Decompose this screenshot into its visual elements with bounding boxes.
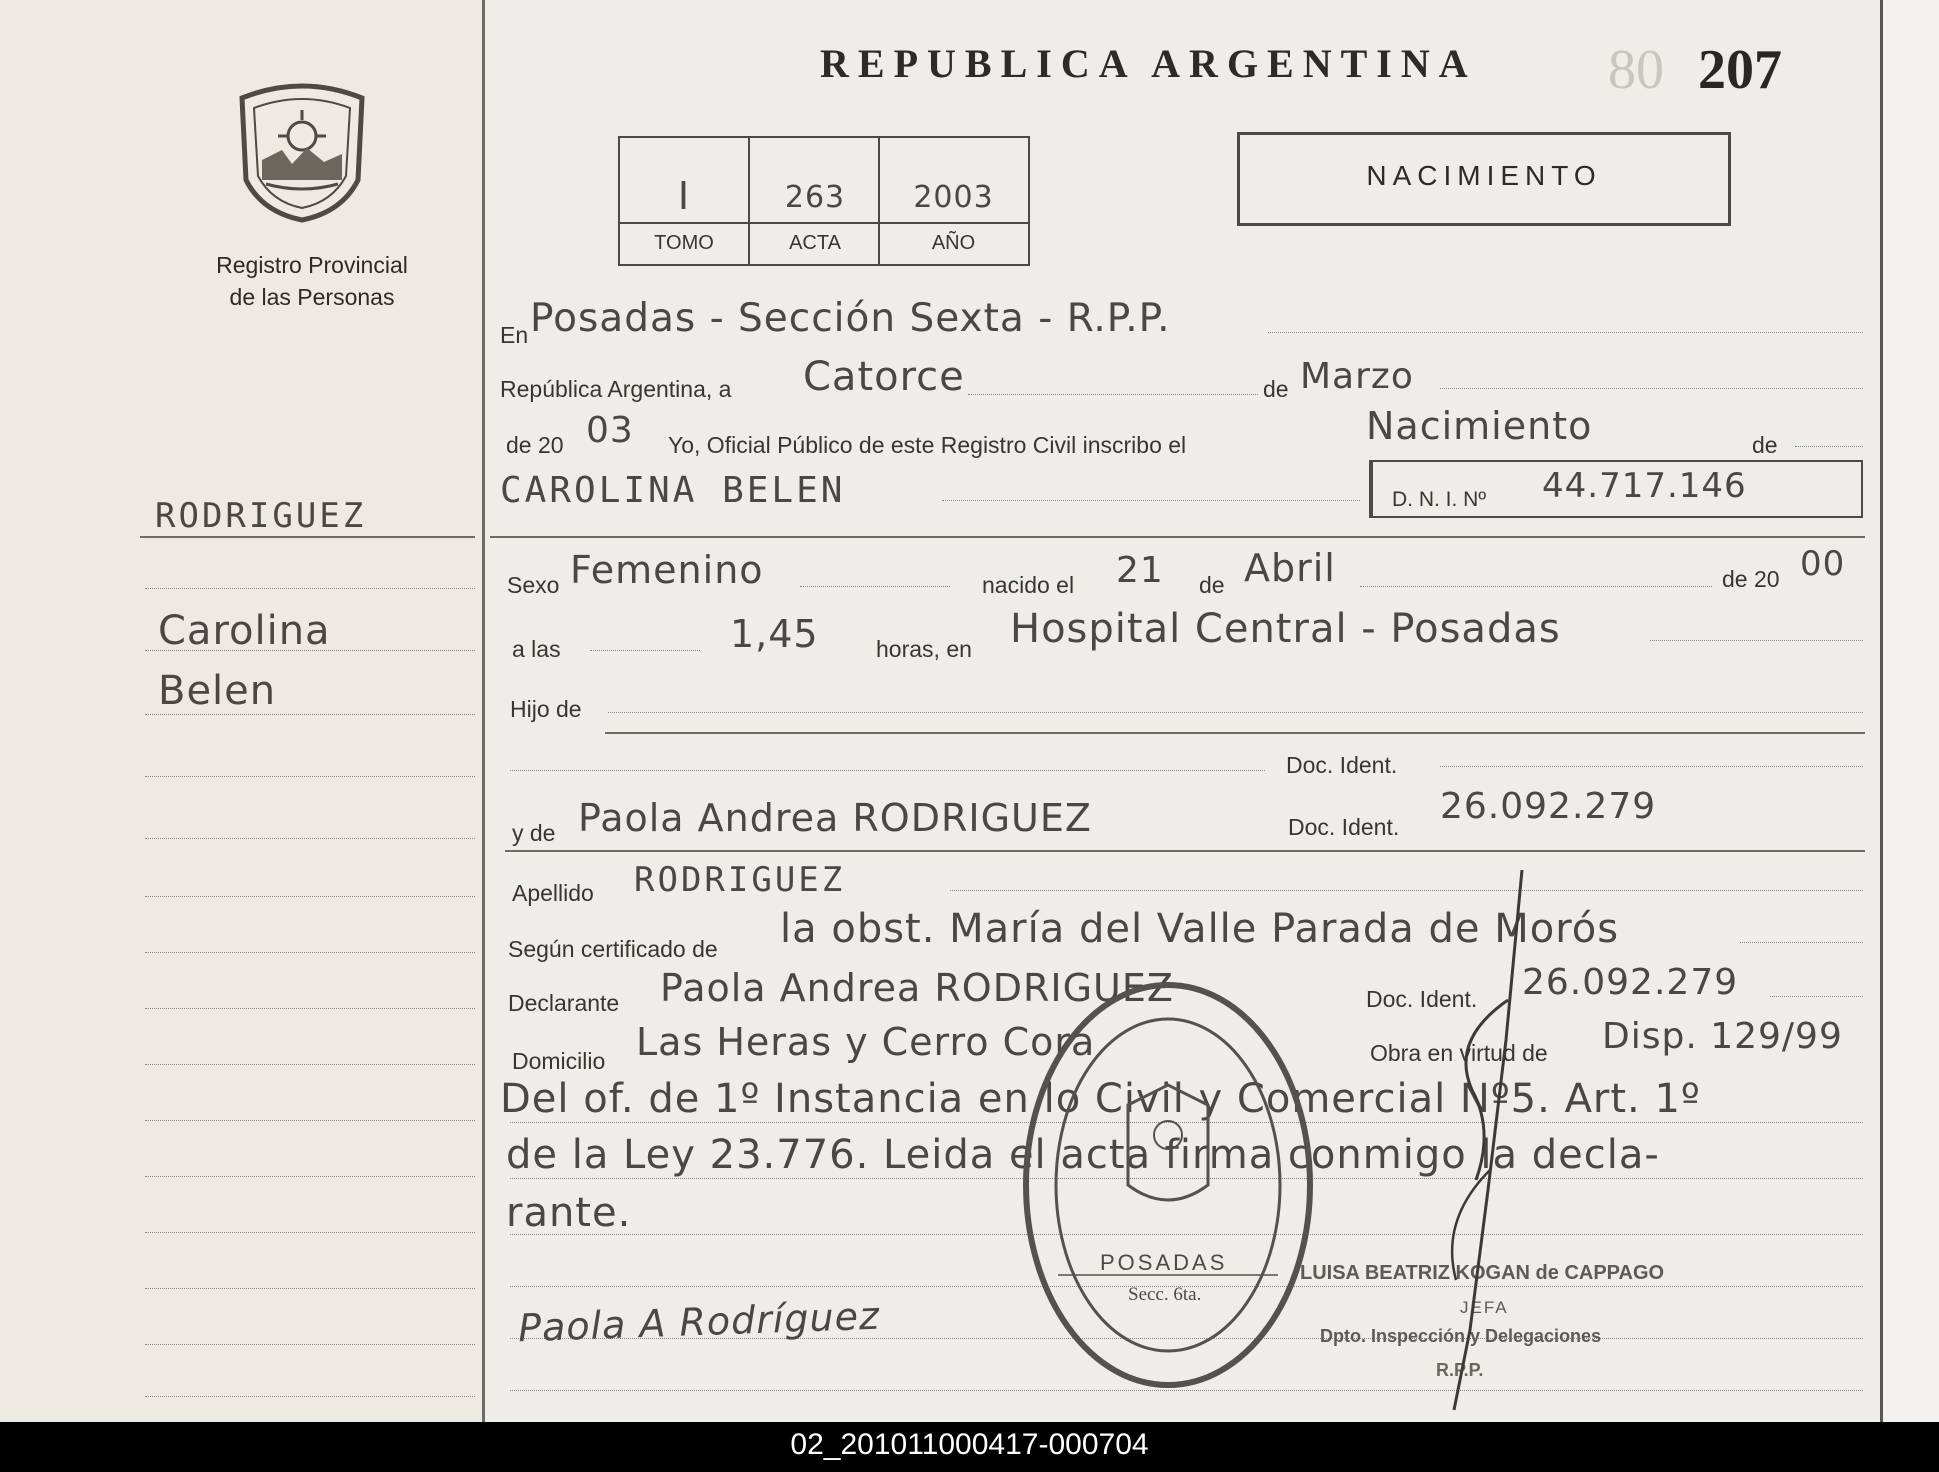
margin-line	[145, 1344, 475, 1345]
declarante-doc: 26.092.279	[1522, 962, 1739, 1003]
form-line	[1795, 446, 1863, 447]
hora-value: 1,45	[730, 612, 819, 656]
official-dept: Dpto. Inspección y Delegaciones	[1320, 1326, 1602, 1346]
doc-ident-label: Doc. Ident.	[1286, 752, 1398, 778]
dni-value: 44.717.146	[1542, 466, 1747, 506]
declarant-signature: Paola A Rodríguez	[517, 1293, 881, 1351]
horas-en-label: horas, en	[876, 636, 972, 662]
stamp-city: POSADAS	[1100, 1250, 1228, 1275]
form-line	[1770, 996, 1863, 997]
nacido-dia: 21	[1116, 550, 1164, 591]
obra-value: Disp. 129/99	[1602, 1016, 1843, 1057]
en-label: En	[500, 322, 529, 348]
nombre-value: CAROLINA BELEN	[500, 470, 846, 511]
a-las-label: a las	[512, 636, 561, 662]
form-line	[1650, 640, 1863, 641]
hijo-de-label: Hijo de	[510, 696, 582, 722]
domicilio-label: Domicilio	[512, 1048, 606, 1074]
tomo-label: TOMO	[654, 232, 714, 254]
de20-label-2: de 20	[1722, 566, 1780, 592]
margin-line	[145, 588, 475, 589]
madre-doc: 26.092.279	[1440, 786, 1657, 827]
de-label-2: de	[1752, 432, 1778, 458]
acta-value: 263	[784, 180, 846, 215]
section-line	[605, 732, 1865, 734]
apellido-label: Apellido	[512, 880, 594, 906]
de-label-3: de	[1199, 572, 1225, 598]
nacido-mes: Abril	[1244, 546, 1336, 590]
madre-value: Paola Andrea RODRIGUEZ	[578, 796, 1092, 840]
stamp-section: Secc. 6ta.	[1128, 1284, 1202, 1305]
official-title: JEFA	[1460, 1298, 1509, 1317]
margin-line	[145, 838, 475, 839]
official-org: R.P.P.	[1436, 1360, 1484, 1380]
document-type: NACIMIENTO	[1366, 160, 1602, 191]
nacido-year: 00	[1800, 544, 1846, 584]
text-line-1: Del of. de 1º Instancia en lo Civil y Comercial Nº5. Art. 1º	[500, 1076, 1701, 1122]
sexo-value: Femenino	[570, 548, 764, 592]
page-number-faint: 80	[1608, 39, 1664, 101]
form-line	[590, 650, 700, 651]
margin-line	[145, 1064, 475, 1065]
margin-line	[145, 776, 475, 777]
en-value: Posadas - Sección Sexta - R.P.P.	[530, 296, 1171, 341]
dni-label: D. N. I. Nº	[1392, 488, 1487, 511]
text-line-3: rante.	[506, 1190, 632, 1236]
image-label: 02_201011000417-000704	[790, 1428, 1149, 1461]
page-number: 207	[1698, 39, 1782, 101]
page-edge	[1880, 0, 1939, 1422]
margin-line	[145, 896, 475, 897]
form-line	[608, 712, 1863, 713]
form-line	[800, 586, 950, 587]
form-line	[510, 770, 1265, 771]
margin-line	[145, 1232, 475, 1233]
y-de-label: y de	[512, 820, 556, 846]
apellido-value: RODRIGUEZ	[634, 860, 846, 900]
de-label: de	[1263, 376, 1289, 402]
tomo-value: I	[677, 174, 691, 218]
ano-label: AÑO	[931, 232, 976, 254]
record-divider	[748, 138, 750, 264]
form-line	[968, 394, 1258, 395]
doc-ident-label-3: Doc. Ident.	[1366, 986, 1478, 1012]
country-title: REPUBLICA ARGENTINA	[820, 41, 1477, 86]
sexo-label: Sexo	[507, 572, 560, 598]
registry-seal-icon	[232, 80, 372, 225]
form-line	[1268, 332, 1863, 333]
republica-label: República Argentina, a	[500, 376, 732, 402]
registry-name-line2: de las Personas	[229, 284, 395, 310]
margin-line	[145, 650, 475, 651]
official-name: LUISA BEATRIZ KOGAN de CAPPAGO	[1300, 1262, 1665, 1284]
year-value: 03	[586, 410, 634, 451]
margin-line	[145, 714, 475, 715]
de20-label: de 20	[506, 432, 564, 458]
declarante-value: Paola Andrea RODRIGUEZ	[660, 966, 1174, 1010]
registry-stamp-icon	[1018, 975, 1318, 1395]
doc-ident-label-2: Doc. Ident.	[1288, 814, 1400, 840]
section-line	[505, 850, 1865, 852]
margin-line	[145, 1120, 475, 1121]
obra-label: Obra en virtud de	[1370, 1040, 1548, 1066]
mes-value: Marzo	[1300, 356, 1414, 397]
domicilio-value: Las Heras y Cerro Cora	[636, 1020, 1096, 1064]
text-line-2: de la Ley 23.776. Leida el acta firma conmigo la decla-	[506, 1132, 1660, 1178]
certificado-value: la obst. María del Valle Parada de Morós	[780, 906, 1620, 952]
certificado-label: Según certificado de	[508, 936, 718, 962]
margin-surname: RODRIGUEZ	[155, 496, 367, 536]
margin-line	[145, 952, 475, 953]
official-signature-icon	[1410, 860, 1540, 1420]
nacido-label: nacido el	[982, 572, 1075, 598]
margin-line	[145, 1176, 475, 1177]
margin-line	[145, 1288, 475, 1289]
inscribo-label: Yo, Oficial Público de este Registro Civil inscribo el	[668, 432, 1187, 458]
lugar-value: Hospital Central - Posadas	[1010, 606, 1561, 652]
ano-value: 2003	[913, 180, 994, 215]
form-line	[1440, 766, 1863, 767]
section-line	[490, 536, 1865, 538]
declarante-label: Declarante	[508, 990, 620, 1016]
form-line	[942, 500, 1360, 501]
margin-surname-line	[140, 536, 475, 538]
form-line	[1740, 942, 1863, 943]
margin-line	[145, 1396, 475, 1397]
form-line	[1360, 586, 1712, 587]
record-label-line	[620, 222, 1028, 224]
registry-name-line1: Registro Provincial	[216, 252, 408, 278]
acto-value: Nacimiento	[1366, 404, 1593, 448]
acta-label: ACTA	[789, 232, 841, 254]
dia-value: Catorce	[803, 354, 965, 400]
margin-line	[145, 1008, 475, 1009]
form-line	[950, 890, 1863, 891]
margin-given-name-2: Belen	[158, 668, 277, 714]
form-line	[1440, 388, 1863, 389]
margin-given-name-1: Carolina	[158, 608, 331, 654]
